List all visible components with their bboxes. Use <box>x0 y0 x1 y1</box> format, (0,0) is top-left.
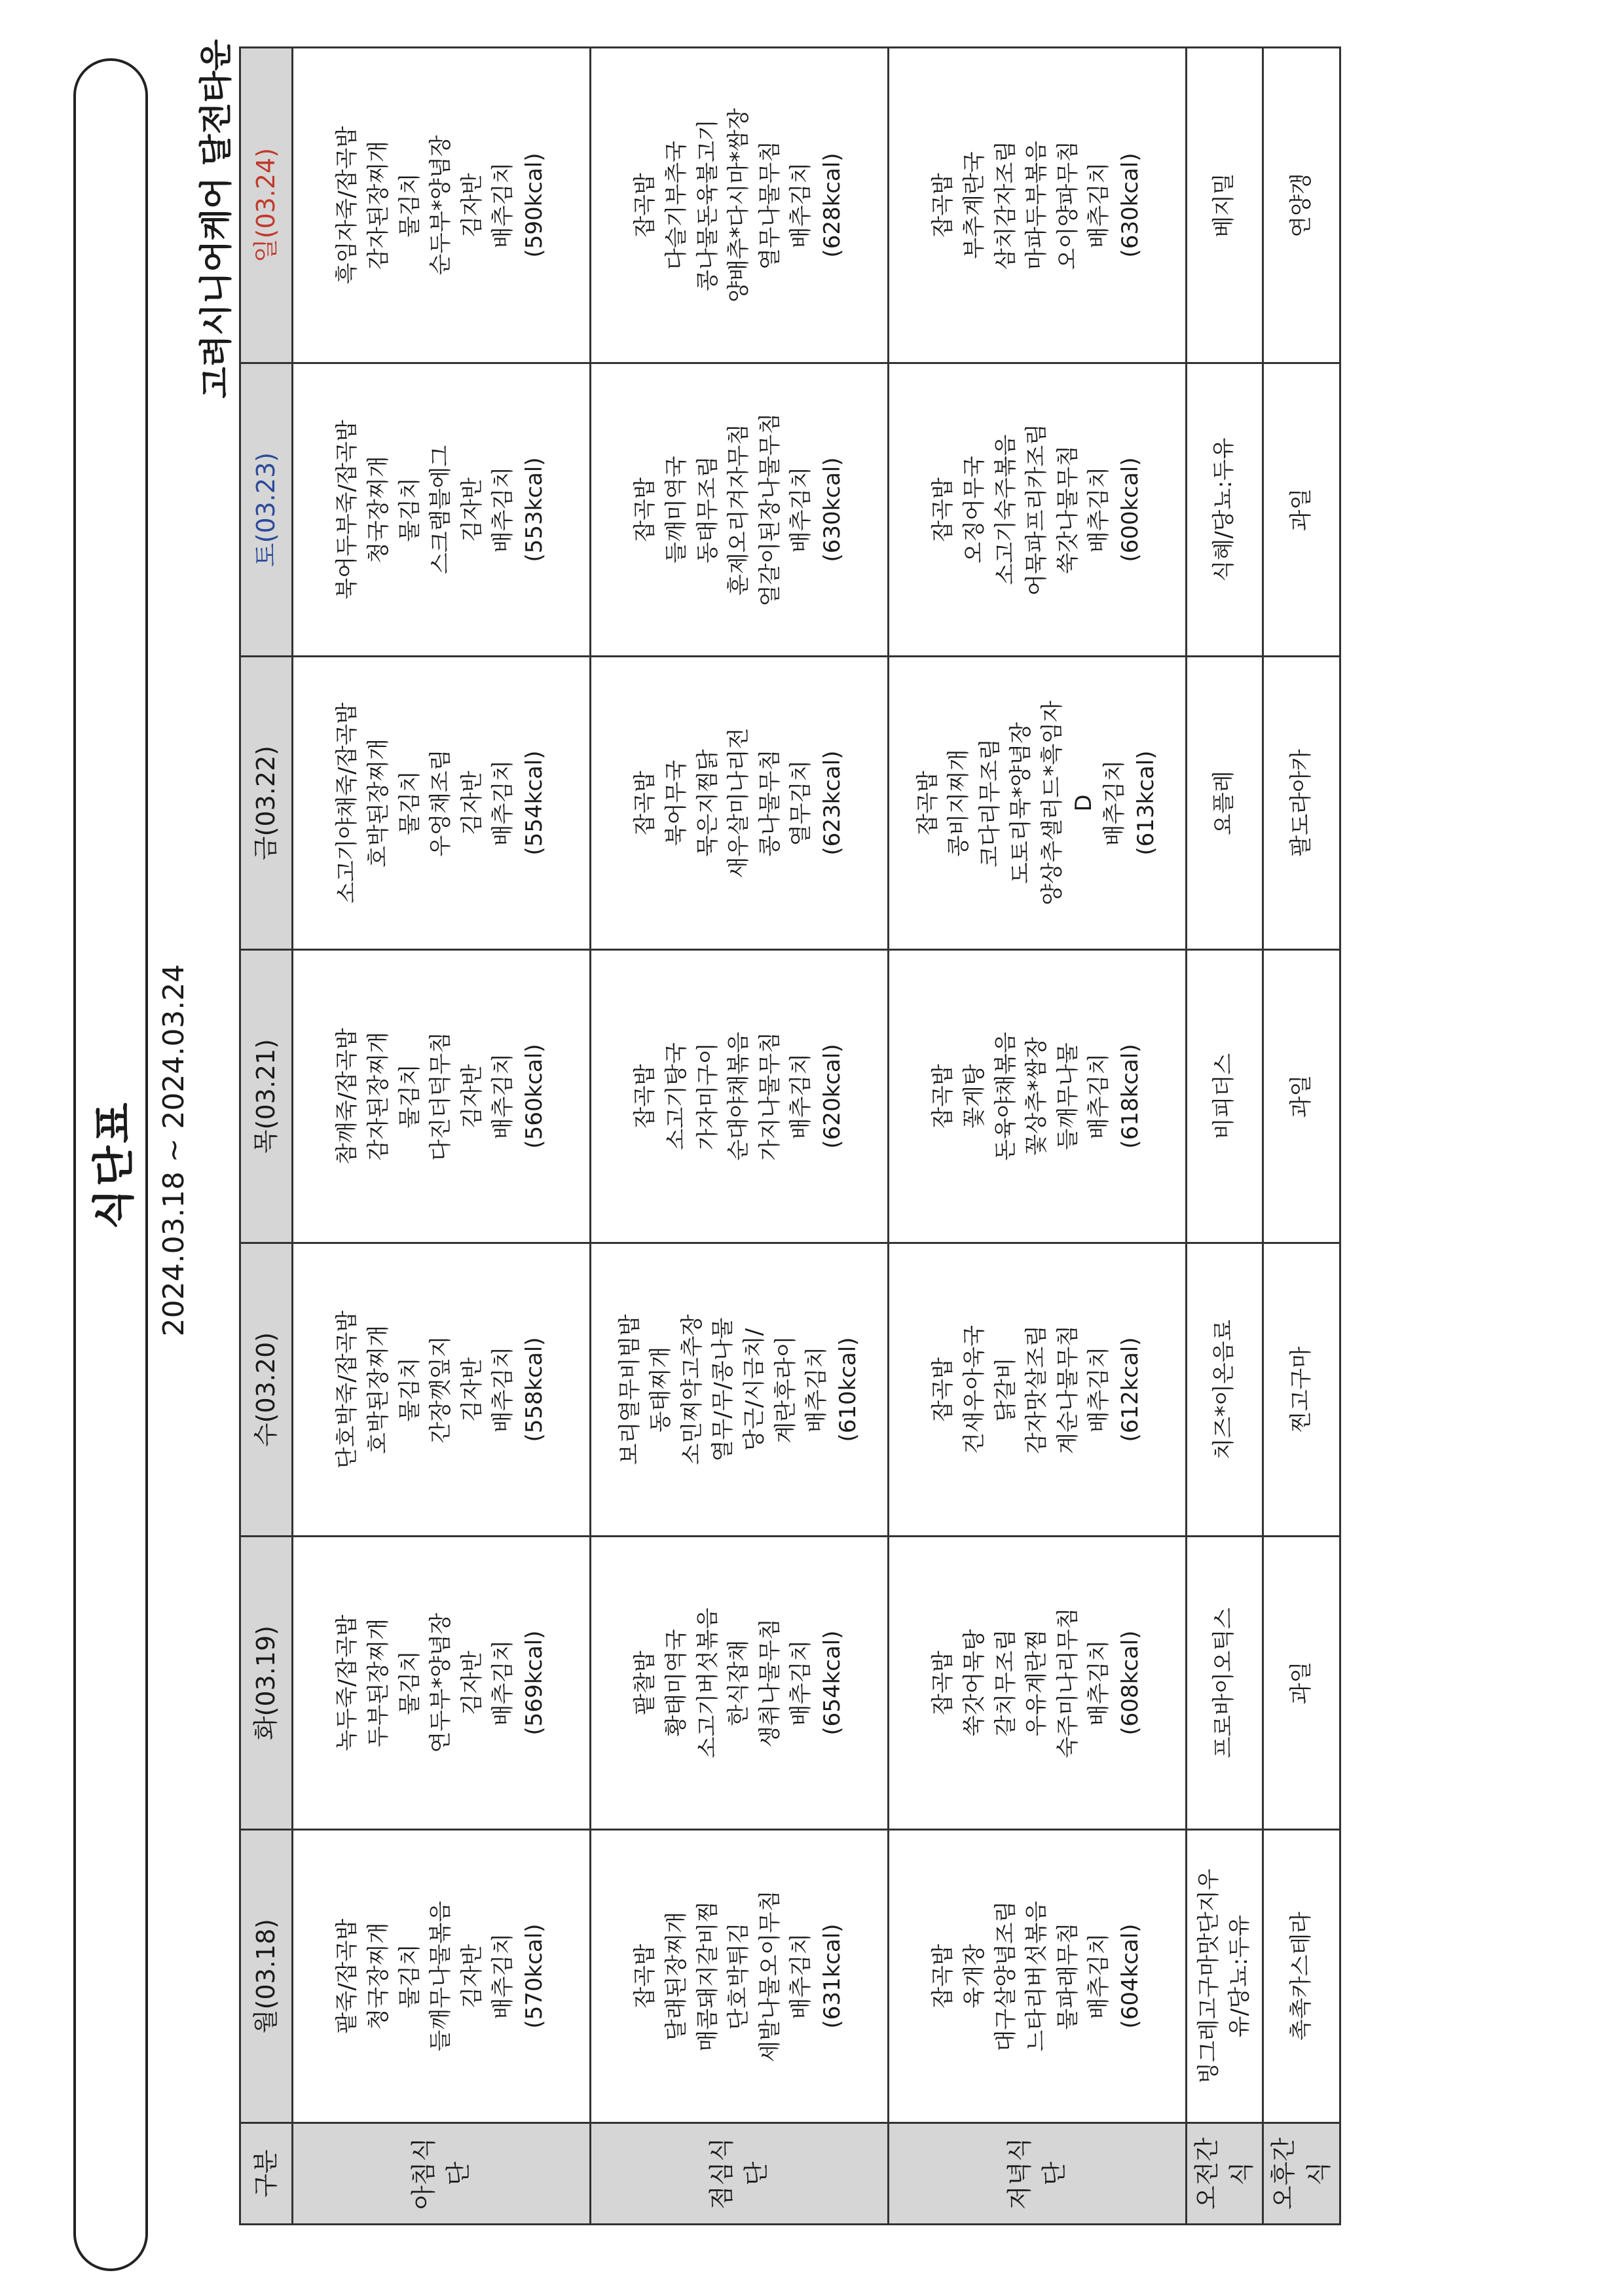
menu-item: 배추김치 <box>1086 1933 1113 2020</box>
menu-item: 쑥갓어묵탕 <box>961 1629 988 1737</box>
menu-item: 새우살미나리전 <box>726 727 752 879</box>
menu-item: 열무/무/콩나물 <box>710 1317 737 1462</box>
menu-item: 얼갈이된장나물무침 <box>756 412 783 607</box>
menu-item: 들깨무나물 <box>1054 1042 1081 1150</box>
menu-cell-afternoon-snack-wed <box>1263 1243 1340 1537</box>
menu-item: 잡곡밥 <box>632 477 659 542</box>
menu-item: 김자반 <box>458 1944 485 2009</box>
menu-item: 다진더덕무침 <box>428 1031 454 1161</box>
menu-item: 북어두부죽/잡곡밥 <box>334 420 361 600</box>
menu-item: 세발나물오이무침 <box>756 1890 783 2062</box>
menu-item: 꽃상추*쌈장 <box>1024 1036 1050 1156</box>
menu-item: 배추김치 <box>490 466 517 553</box>
menu-item: (612kcal) <box>1116 1337 1143 1442</box>
menu-item: 배추김치 <box>490 1053 517 1140</box>
menu-item: 배추김치 <box>490 759 517 847</box>
menu-cell-dinner-sat <box>889 363 1187 657</box>
menu-item: 배추김치 <box>788 1639 815 1726</box>
menu-item: 김자반 <box>458 1064 485 1129</box>
menu-item: 오이양파무침 <box>1054 140 1081 270</box>
header-wednesday: 수(03.20) <box>240 1243 293 1537</box>
menu-cell-afternoon-snack-mon <box>1263 1830 1340 2123</box>
menu-cell-lunch-tue <box>591 1537 889 1830</box>
row-label-lunch: 점심식단 <box>591 2123 889 2225</box>
menu-item: 흑임자죽/잡곡밥 <box>334 126 361 285</box>
menu-cell-morning-snack-thu <box>1187 950 1263 1243</box>
menu-item: 김자반 <box>458 1650 485 1715</box>
menu-item: 배추김치 <box>788 1053 815 1140</box>
menu-item: 잡곡밥 <box>632 1064 659 1129</box>
menu-item: 당근/시금치/ <box>741 1328 767 1451</box>
menu-item: (554kcal) <box>521 750 547 856</box>
menu-item: 닭갈비 <box>992 1357 1019 1422</box>
menu-item: 부추계란국 <box>961 151 988 259</box>
menu-item: 마파두부볶음 <box>1024 140 1050 270</box>
header-tuesday: 화(03.19) <box>240 1537 293 1830</box>
menu-item: 가자미구이 <box>694 1042 721 1150</box>
menu-item: (610kcal) <box>834 1337 861 1442</box>
menu-cell-dinner-thu <box>889 950 1187 1243</box>
menu-item: (630kcal) <box>819 457 845 562</box>
menu-item: (553kcal) <box>521 457 547 562</box>
page-title: 식단표 <box>90 1100 139 1230</box>
row-label-morning-snack: 오전간식 <box>1187 2123 1263 2225</box>
menu-item: 건새우아욱국 <box>961 1324 988 1455</box>
menu-item: 단호박죽/잡곡밥 <box>334 1310 361 1469</box>
menu-item: 매콤돼지갈비찜 <box>694 1901 721 2052</box>
menu-item: 잡곡밥 <box>930 1357 957 1422</box>
menu-item: 열무김치 <box>788 759 815 847</box>
menu-item: 잡곡밥 <box>930 173 957 238</box>
menu-cell-lunch-mon <box>591 1830 889 2123</box>
menu-cell-dinner-wed <box>889 1243 1187 1537</box>
menu-cell-breakfast-sun <box>293 48 591 363</box>
menu-item: 찐고구마 <box>1287 1346 1314 1433</box>
header-category: 구분 <box>240 2123 293 2225</box>
menu-item: 감자맛살조림 <box>1024 1324 1050 1455</box>
menu-item: 배추김치 <box>490 162 517 249</box>
dinner-row <box>889 48 1187 2225</box>
menu-cell-breakfast-sat <box>293 363 591 657</box>
menu-item: 빙그레고구마맛단지우 <box>1195 1868 1222 2084</box>
menu-item: 잡곡밥 <box>930 1064 957 1129</box>
menu-item: 요플레 <box>1211 771 1238 835</box>
menu-item: (590kcal) <box>521 153 547 258</box>
menu-item: 삼치감자조림 <box>992 140 1019 270</box>
menu-item: 소고기탕국 <box>663 1042 690 1150</box>
menu-item: 쑥갓나물무침 <box>1054 445 1081 575</box>
menu-item: 잡곡밥 <box>632 771 659 835</box>
menu-item: 물김치 <box>396 173 423 238</box>
menu-table <box>239 46 1341 2225</box>
menu-item: (654kcal) <box>819 1630 845 1736</box>
menu-item: 오징어무국 <box>961 456 988 564</box>
menu-item: 물김치 <box>396 1650 423 1715</box>
menu-item: 육개장 <box>961 1944 988 2009</box>
menu-item: 과일 <box>1287 1074 1314 1118</box>
menu-item: 촉촉카스테라 <box>1287 1911 1314 2041</box>
menu-item: 청국장찌개 <box>365 1922 392 2030</box>
menu-item: (628kcal) <box>819 153 845 258</box>
menu-item: 소민찌약고추장 <box>678 1314 705 1465</box>
menu-item: 배추김치 <box>490 1346 517 1433</box>
menu-cell-breakfast-fri <box>293 657 591 950</box>
menu-cell-afternoon-snack-fri <box>1263 657 1340 950</box>
menu-item: 배추김치 <box>1086 1346 1113 1433</box>
menu-item: 배추김치 <box>490 1639 517 1726</box>
menu-cell-breakfast-wed <box>293 1243 591 1537</box>
menu-item: 청국장찌개 <box>365 456 392 564</box>
row-label-dinner: 저녁식단 <box>889 2123 1187 2225</box>
menu-cell-morning-snack-fri <box>1187 657 1263 950</box>
menu-item: 콩비지찌개 <box>946 749 972 857</box>
menu-cell-morning-snack-mon <box>1187 1830 1263 2123</box>
row-label-breakfast: 아침식단 <box>293 2123 591 2225</box>
afternoon-snack-row <box>1263 48 1340 2225</box>
menu-item: 생취나물무침 <box>756 1618 783 1748</box>
menu-item: 스크램블에그 <box>428 445 454 575</box>
menu-item: 배추김치 <box>788 162 815 249</box>
menu-item: 물파래무침 <box>1054 1922 1081 2030</box>
menu-item: 배추김치 <box>490 1933 517 2020</box>
menu-item: 배추김치 <box>788 1933 815 2020</box>
menu-cell-afternoon-snack-sun <box>1263 48 1340 363</box>
menu-item: 김자반 <box>458 477 485 542</box>
menu-item: 배추김치 <box>788 466 815 553</box>
menu-cell-morning-snack-tue <box>1187 1537 1263 1830</box>
menu-cell-afternoon-snack-thu <box>1263 950 1340 1243</box>
menu-item: 잡곡밥 <box>930 1944 957 2009</box>
lunch-row <box>591 48 889 2225</box>
menu-item: (613kcal) <box>1132 750 1159 856</box>
menu-item: 배추김치 <box>1086 162 1113 249</box>
menu-item: (620kcal) <box>819 1044 845 1149</box>
menu-item: 양배추*다시마*쌈장 <box>726 108 752 302</box>
menu-item: 잡곡밥 <box>930 477 957 542</box>
menu-item: (604kcal) <box>1116 1923 1143 2029</box>
menu-item: 잡곡밥 <box>632 173 659 238</box>
menu-item: 과일 <box>1287 488 1314 532</box>
menu-item: (600kcal) <box>1116 457 1143 562</box>
menu-cell-afternoon-snack-tue <box>1263 1537 1340 1830</box>
breakfast-row <box>293 48 591 2225</box>
menu-item: 순두부*양념장 <box>428 135 454 276</box>
header-thursday: 목(03.21) <box>240 950 293 1243</box>
menu-item: 계란후라이 <box>772 1336 799 1444</box>
menu-cell-afternoon-snack-sat <box>1263 363 1340 657</box>
menu-item: 치즈*이온음료 <box>1211 1319 1238 1460</box>
menu-item: 보리열무비빔밥 <box>616 1314 643 1465</box>
menu-item: 비피더스 <box>1211 1053 1238 1140</box>
menu-item: 소고기야채죽/잡곡밥 <box>334 702 361 904</box>
menu-item: 가지나물무침 <box>756 1031 783 1161</box>
menu-item: 콩나물돈육불고기 <box>694 119 721 291</box>
menu-item: 열무나물무침 <box>756 140 783 270</box>
menu-item: 배추김치 <box>1086 1053 1113 1140</box>
menu-cell-lunch-wed <box>591 1243 889 1537</box>
menu-item: 우엉채조림 <box>428 749 454 857</box>
menu-item: 꽃게탕 <box>961 1064 988 1129</box>
menu-item: 훈제오리겨자무침 <box>726 424 752 596</box>
menu-cell-lunch-thu <box>591 950 889 1243</box>
menu-item: 소고기버섯볶음 <box>694 1607 721 1758</box>
menu-item: (558kcal) <box>521 1337 547 1442</box>
menu-item: 계순나물무침 <box>1054 1324 1081 1455</box>
menu-cell-lunch-sat <box>591 363 889 657</box>
menu-item: 동태찌개 <box>648 1346 674 1433</box>
header-monday: 월(03.18) <box>240 1830 293 2123</box>
menu-item: 콩나물무침 <box>756 749 783 857</box>
menu-item: 들깨미역국 <box>663 456 690 564</box>
menu-item: 도토리묵*양념장 <box>1008 722 1035 884</box>
menu-item: (569kcal) <box>521 1630 547 1736</box>
menu-body <box>293 48 1340 2225</box>
menu-item: 잡곡밥 <box>632 1944 659 2009</box>
menu-item: 김자반 <box>458 173 485 238</box>
menu-item: 김자반 <box>458 1357 485 1422</box>
menu-cell-morning-snack-sun <box>1187 48 1263 363</box>
menu-cell-lunch-fri <box>591 657 889 950</box>
header-sunday: 일(03.24) <box>240 48 293 363</box>
menu-item: (560kcal) <box>521 1044 547 1149</box>
menu-cell-breakfast-tue <box>293 1537 591 1830</box>
menu-cell-lunch-sun <box>591 48 889 363</box>
menu-item: 프로바이오틱스 <box>1211 1607 1238 1758</box>
menu-item: 대구살양념조림 <box>992 1901 1019 2052</box>
menu-item: 느타리버섯볶음 <box>1024 1901 1050 2052</box>
menu-item: 북어무국 <box>663 759 690 847</box>
menu-item: 식혜/당뇨:두유 <box>1211 437 1238 582</box>
menu-item: 호박된장찌개 <box>365 738 392 868</box>
menu-item: (623kcal) <box>819 750 845 856</box>
menu-item: D <box>1070 794 1097 812</box>
menu-cell-breakfast-thu <box>293 950 591 1243</box>
menu-item: 연두부*양념장 <box>428 1613 454 1753</box>
menu-item: 들깨무나물볶음 <box>428 1901 454 2052</box>
menu-item: 과일 <box>1287 1661 1314 1705</box>
menu-item: 유/당뇨:두유 <box>1227 1914 1253 2038</box>
menu-item: 두부된장찌개 <box>365 1618 392 1748</box>
menu-item: 다슬기부추국 <box>663 140 690 270</box>
menu-item: (618kcal) <box>1116 1044 1143 1149</box>
menu-cell-dinner-tue <box>889 1537 1187 1830</box>
menu-item: 돈육야채볶음 <box>992 1031 1019 1161</box>
menu-item: 어묵파프리카조림 <box>1024 424 1050 596</box>
menu-item: 갈치무조림 <box>992 1629 1019 1737</box>
menu-item: 녹두죽/잡곡밥 <box>334 1614 361 1751</box>
menu-item: 물김치 <box>396 477 423 542</box>
menu-item: 배추김치 <box>1086 466 1113 553</box>
menu-cell-dinner-fri <box>889 657 1187 950</box>
date-range: 2024.03.18 ~ 2024.03.24 <box>157 964 191 1337</box>
menu-item: 물김치 <box>396 1944 423 2009</box>
morning-snack-row <box>1187 48 1263 2225</box>
header-row <box>240 48 293 2225</box>
menu-item: 황태미역국 <box>663 1629 690 1737</box>
menu-item: 물김치 <box>396 1357 423 1422</box>
menu-item: 연양갱 <box>1287 173 1314 238</box>
menu-item: 베지밀 <box>1211 173 1238 238</box>
menu-item: 김자반 <box>458 771 485 835</box>
header-saturday: 토(03.23) <box>240 363 293 657</box>
menu-item: 동태무조림 <box>694 456 721 564</box>
menu-item: 배추김치 <box>1086 1639 1113 1726</box>
menu-item: 한식잡채 <box>726 1639 752 1726</box>
title-banner <box>73 58 148 2271</box>
header-friday: 금(03.22) <box>240 657 293 950</box>
row-label-afternoon-snack: 오후간식 <box>1263 2123 1340 2225</box>
menu-item: 숙주미나리무침 <box>1054 1607 1081 1758</box>
menu-item: 단호박튀김 <box>726 1922 752 2030</box>
menu-item: 감자된장찌개 <box>365 1031 392 1161</box>
menu-item: 물김치 <box>396 771 423 835</box>
menu-item: 묵은지찜닭 <box>694 749 721 857</box>
menu-item: 달래된장찌개 <box>663 1911 690 2041</box>
menu-cell-morning-snack-sat <box>1187 363 1263 657</box>
menu-item: 잡곡밥 <box>914 771 941 835</box>
menu-item: 코다리무조림 <box>976 738 1003 868</box>
menu-item: 팥찰밥 <box>632 1650 659 1715</box>
menu-item: (630kcal) <box>1116 153 1143 258</box>
menu-item: (608kcal) <box>1116 1630 1143 1736</box>
menu-item: 순대야채볶음 <box>726 1031 752 1161</box>
menu-item: 감자된장찌개 <box>365 140 392 270</box>
menu-item: (570kcal) <box>521 1923 547 2029</box>
menu-cell-dinner-mon <box>889 1830 1187 2123</box>
menu-item: 호박된장찌개 <box>365 1324 392 1455</box>
menu-item: 배추김치 <box>803 1346 830 1433</box>
menu-item: 팔도라아카 <box>1287 749 1314 857</box>
menu-item: 팥죽/잡곡밥 <box>334 1918 361 2034</box>
menu-item: 참깨죽/잡곡밥 <box>334 1028 361 1165</box>
menu-item: 잡곡밥 <box>930 1650 957 1715</box>
organization-name: 고려시니어케어 달전타운 <box>197 39 235 399</box>
menu-item: 소고기숙주볶음 <box>992 434 1019 585</box>
menu-item: 간장깻잎지 <box>428 1336 454 1444</box>
menu-cell-breakfast-mon <box>293 1830 591 2123</box>
menu-item: 물김치 <box>396 1064 423 1129</box>
menu-item: 양상추샐러드*흑임자 <box>1039 701 1065 905</box>
menu-item: (631kcal) <box>819 1923 845 2029</box>
menu-cell-morning-snack-wed <box>1187 1243 1263 1537</box>
menu-cell-dinner-sun <box>889 48 1187 363</box>
menu-item: 우유계란찜 <box>1024 1629 1050 1737</box>
menu-item: 배추김치 <box>1101 759 1128 847</box>
